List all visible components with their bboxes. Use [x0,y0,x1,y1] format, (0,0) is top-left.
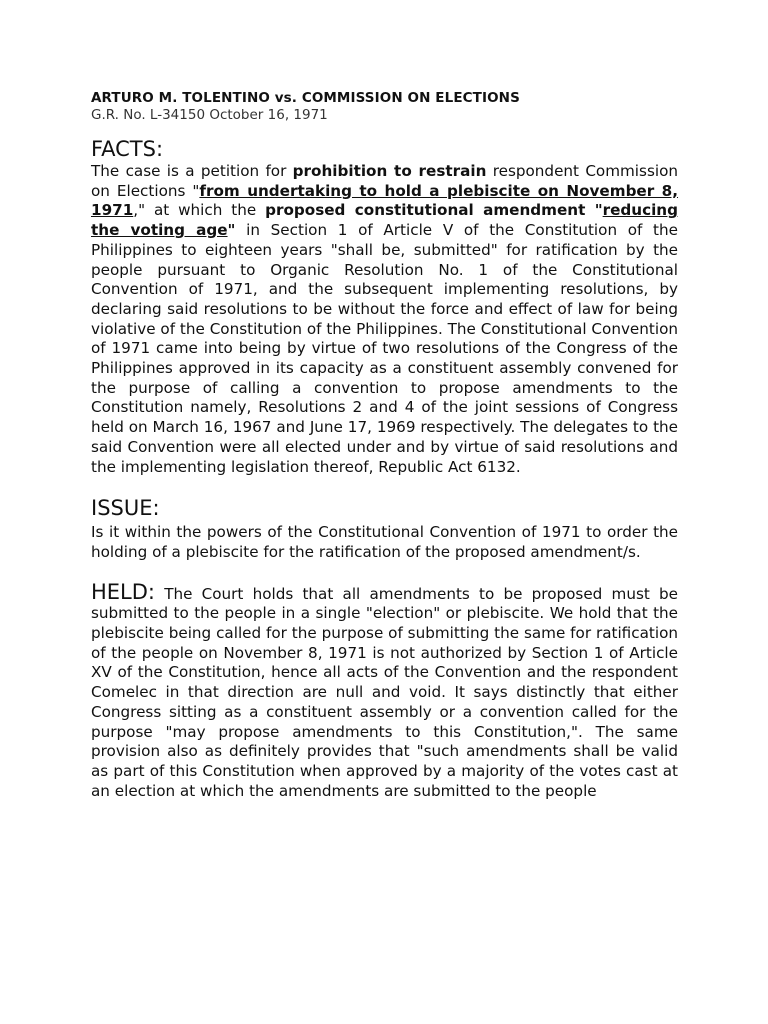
held-text: The Court holds that all amendments to be proposed must be submitted to the people in a single "election" or plebiscite. We hold that the plebiscite being called for the purpose of submitting the same for ratification of the people on November 8, 1971 is not authorized by Section 1 of Article XV of the Constitution, hence all acts of the Convention and the respondent Comelec in that direction are null and void. It says distinctly that either Congress sitting as a constituent assembly or a convention called for the purpose "may propose amendments to this Constitution,". The same provision also as definitely provides that "such amendments shall be valid as part of this Constitution when approved by a majority of the votes cast at an election at which the amendments are submitted to the people [91,584,678,800]
facts-segment: proposed constitutional amendment " [265,201,603,220]
issue-heading: ISSUE: [91,496,160,521]
facts-segment: reducing the voting age [91,201,678,240]
facts-heading: FACTS: [91,137,164,161]
facts-segment: " [227,221,236,240]
facts-segment: ," at which the [133,201,266,220]
held-heading: HELD: [91,579,156,604]
issue-paragraph: Is it within the powers of the Constitutional Convention of 1971 to order the holding of a plebiscite for the ratification of the proposed amendment/s. [91,523,678,561]
held-paragraph [91,579,678,802]
facts-segment: in Section 1 of Article V of the Constitution of the Philippines to eighteen years "shall be, submitted" for ratification by the people pursuant to Organic Resolution No. 1 of the Constitutional Convention of 1971, and the subsequent implementing resolutions, by declaring said resolutions to be without the force and effect of law for being violative of the Constitution of the Philippines. The Constitutional Convention of 1971 came into being by virtue of two resolutions of the Congress of the Philippines approved in its capacity as a constituent assembly convened for the purpose of calling a convention to propose amendments to the Constitution namely, Resolutions 2 and 4 of the joint sessions of Congress held on March 16, 1967 and June 17, 1969 respectively. The delegates to the said Convention were all elected under and by virtue of said resolutions and the implementing legislation thereof, Republic Act 6132. [91,221,678,476]
facts-segment: The case is a petition for [91,162,293,180]
facts-segment: prohibition to restrain [292,162,487,180]
facts-segment: respondent Commission on Elections " [91,162,678,200]
case-title: ARTURO M. TOLENTINO vs. COMMISSION ON ELECTIONS [91,90,520,106]
facts-paragraph [91,162,678,477]
facts-segment: from undertaking to hold a plebiscite on November 8, 1971 [91,181,679,220]
document-page [91,90,678,817]
case-reference: G.R. No. L-34150 October 16, 1971 [91,107,328,123]
